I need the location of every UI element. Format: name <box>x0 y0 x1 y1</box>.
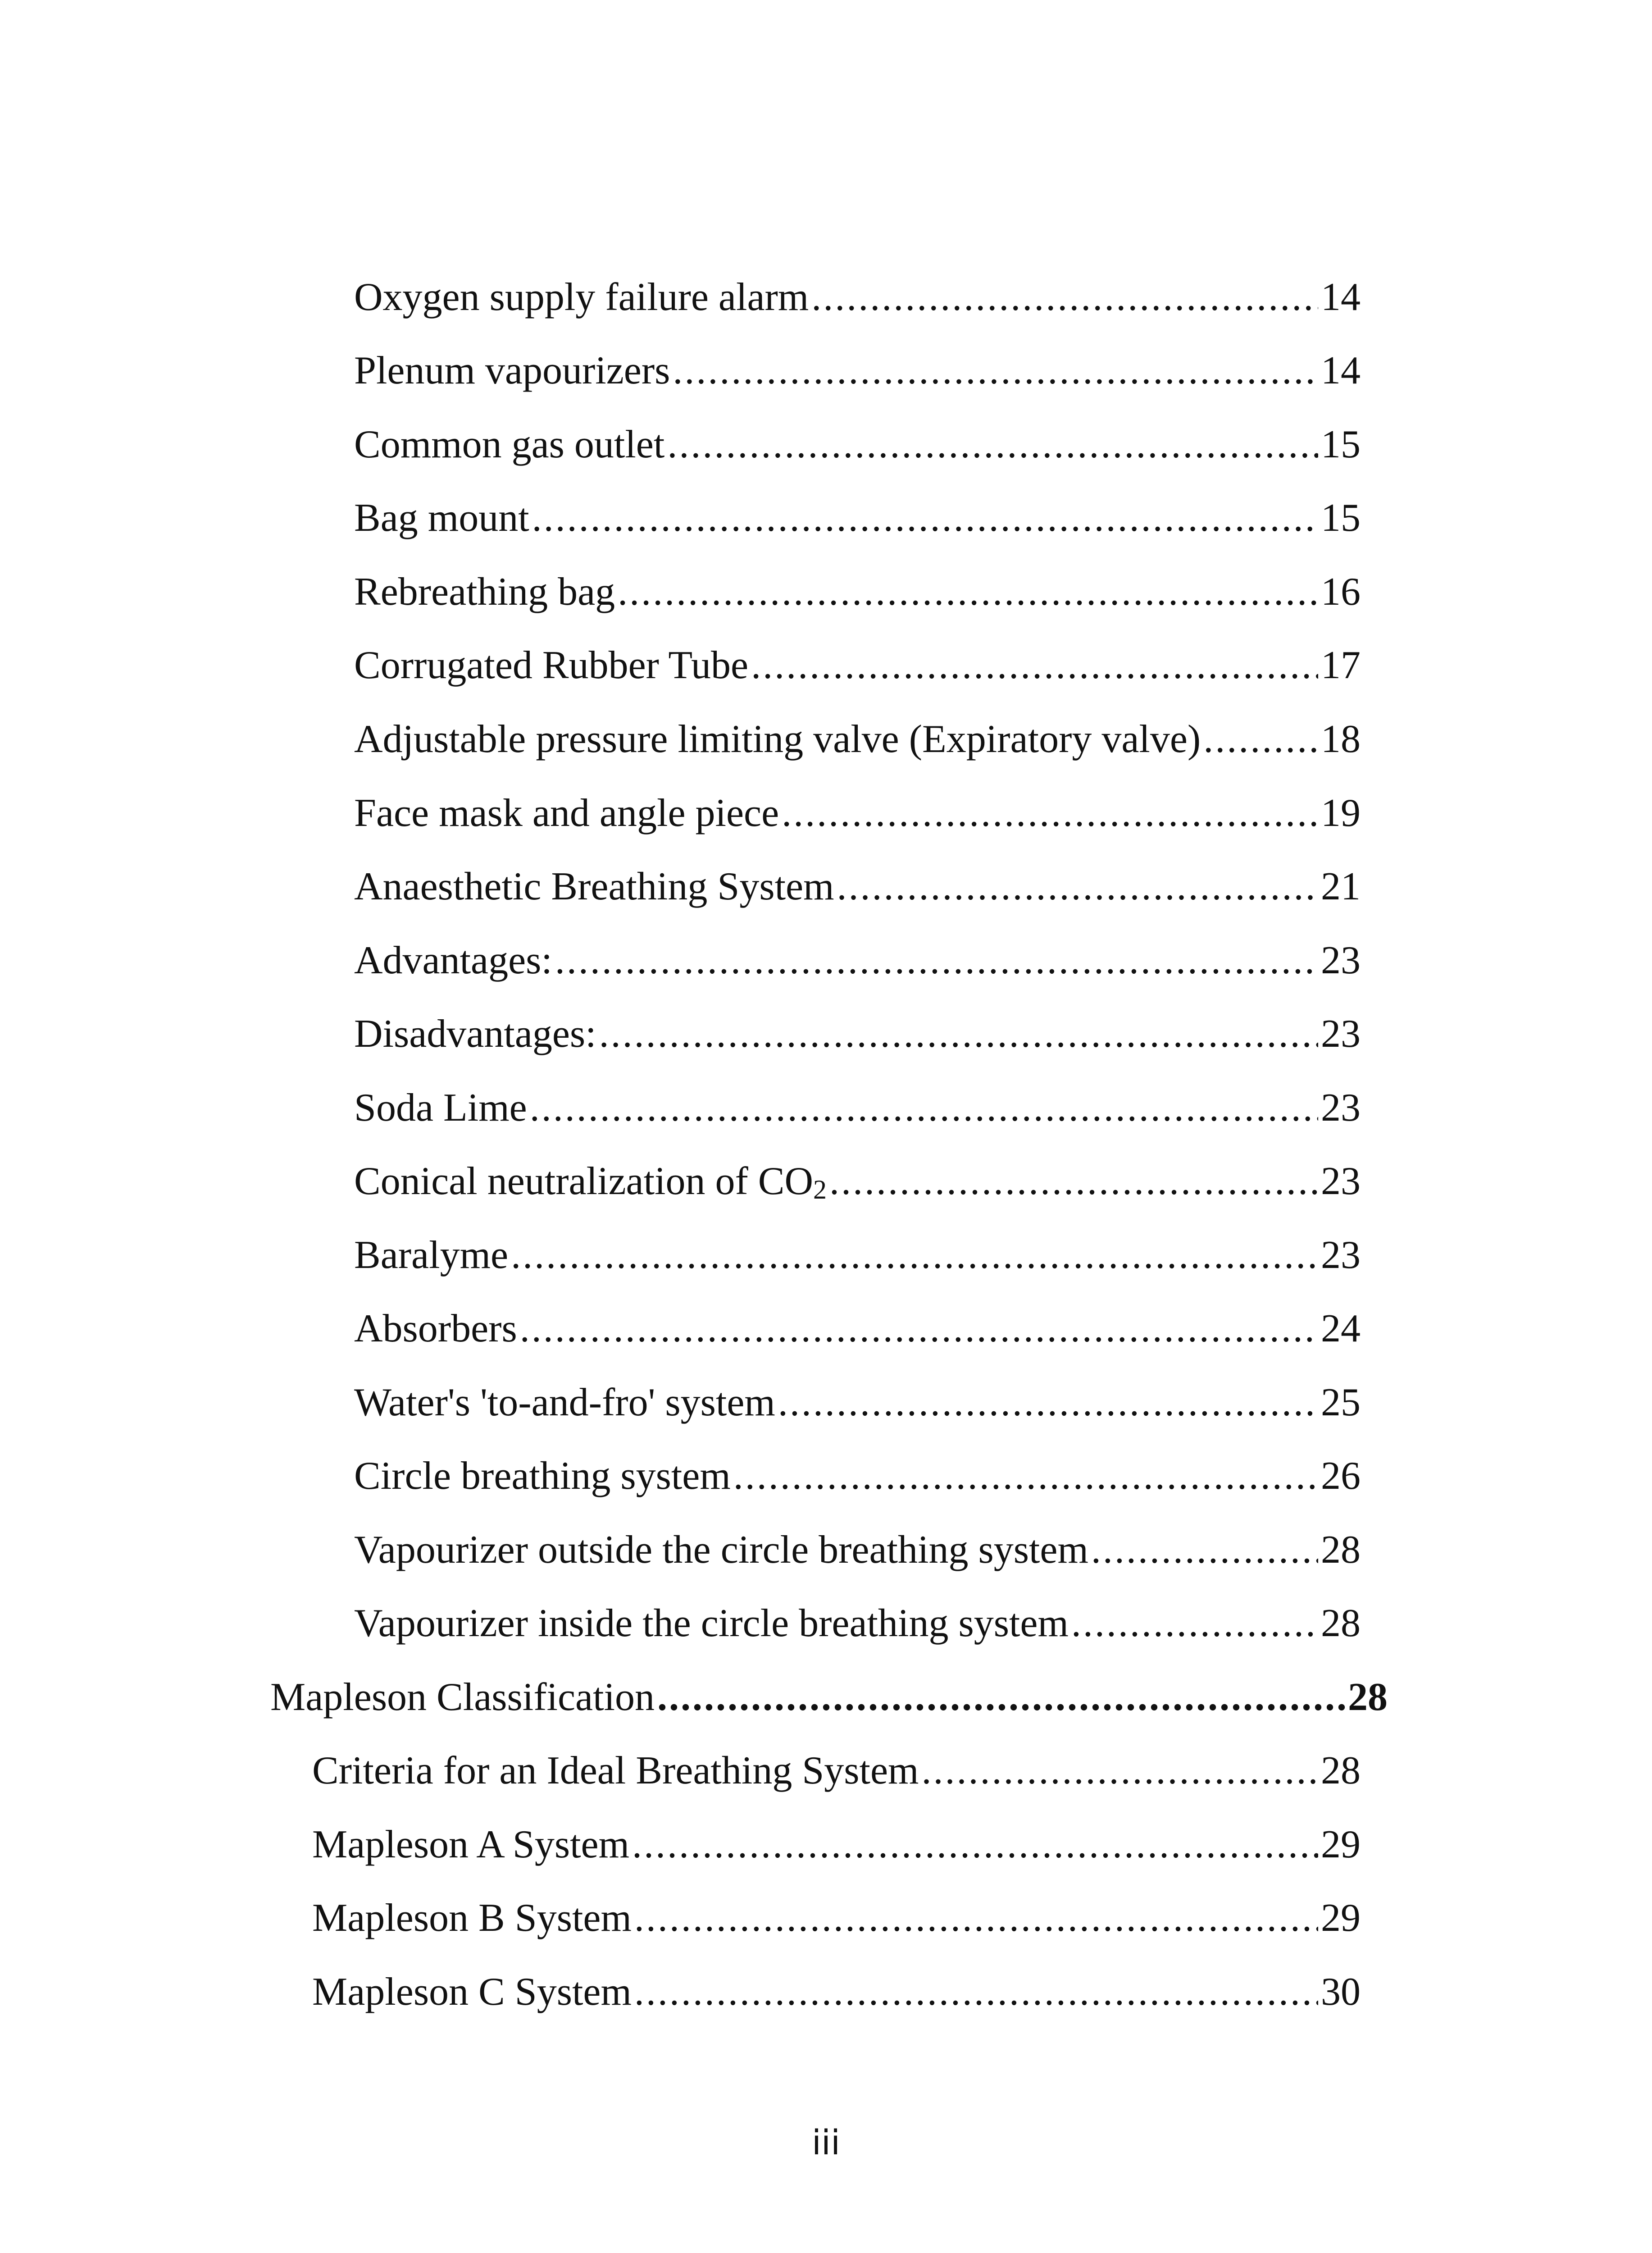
toc-entry-page: 23 <box>1321 1159 1361 1203</box>
toc-entry <box>354 1152 1361 1211</box>
toc-entry-page: 16 <box>1321 570 1361 614</box>
toc-entry-title: Corrugated Rubber Tube <box>354 643 749 687</box>
dot-leader <box>811 268 1318 327</box>
toc-entry <box>354 1594 1361 1653</box>
toc-entry-page: 26 <box>1321 1454 1361 1498</box>
dot-leader <box>530 1079 1318 1137</box>
toc-entry-page: 15 <box>1321 496 1361 540</box>
toc-entry-page: 23 <box>1321 1086 1361 1130</box>
toc-entry <box>354 1226 1361 1285</box>
toc-entry-page: 15 <box>1321 423 1361 466</box>
toc-section-entry <box>270 1668 1388 1727</box>
toc-entry-title: Anaesthetic Breathing System <box>354 865 834 908</box>
toc-entry-page: 23 <box>1321 1012 1361 1056</box>
toc-entry <box>354 1300 1361 1358</box>
toc-entry-page: 18 <box>1321 717 1361 761</box>
toc-entry-page: 30 <box>1321 1970 1361 2014</box>
dot-leader <box>632 1815 1318 1874</box>
toc-entry <box>354 563 1361 621</box>
dot-leader <box>921 1742 1318 1800</box>
toc-entry-title: Adjustable pressure limiting valve (Expiratory valve) <box>354 717 1201 761</box>
toc-entry-title: Mapleson C System <box>312 1970 632 2014</box>
toc-entry-title: Oxygen supply failure alarm <box>354 275 809 319</box>
dot-leader <box>634 1889 1318 1947</box>
toc-entry <box>354 636 1361 695</box>
toc-entry-page: 25 <box>1321 1381 1361 1424</box>
toc-entry-title: Mapleson A System <box>312 1823 630 1866</box>
toc-entry-title: Absorbers <box>354 1307 517 1350</box>
dot-leader <box>618 563 1318 621</box>
toc-entry-page: 21 <box>1321 865 1361 908</box>
toc-entry-title: Common gas outlet <box>354 423 665 466</box>
dot-leader <box>599 1005 1318 1063</box>
toc-entry <box>354 710 1361 769</box>
toc-entry-page: 28 <box>1321 1749 1361 1792</box>
subscript-two: 2 <box>813 1175 827 1204</box>
dot-leader <box>1203 710 1318 769</box>
toc-entry <box>354 1373 1361 1432</box>
toc-entry <box>354 489 1361 547</box>
toc-entry-page: 23 <box>1321 939 1361 982</box>
dot-leader <box>751 636 1318 695</box>
dot-leader <box>829 1152 1318 1211</box>
toc-entry <box>354 857 1361 916</box>
toc-entry-page: 17 <box>1321 643 1361 687</box>
toc-entry-title: Baralyme <box>354 1233 509 1277</box>
toc-entry-page: 28 <box>1321 1601 1361 1645</box>
toc-entry <box>354 415 1361 474</box>
toc-entry-title: Disadvantages: <box>354 1012 596 1056</box>
dot-leader <box>532 489 1318 547</box>
toc-entry-title: Soda Lime <box>354 1086 527 1130</box>
toc-entry-title: Plenum vapourizers <box>354 349 670 392</box>
toc-entry-title: Face mask and angle piece <box>354 791 779 835</box>
toc-entry-title <box>354 1152 827 1211</box>
toc-entry-title: Advantages: <box>354 939 552 982</box>
toc-entry-page: 28 <box>1321 1528 1361 1572</box>
toc-entry <box>312 1742 1361 1800</box>
toc-entry-page: 29 <box>1321 1896 1361 1940</box>
toc-entry-title: Circle breathing system <box>354 1454 731 1498</box>
dot-leader <box>1071 1594 1318 1653</box>
toc-section-page: 28 <box>1348 1675 1388 1719</box>
page-number: iii <box>811 2122 841 2162</box>
dot-leader <box>733 1447 1318 1505</box>
dot-leader <box>778 1373 1318 1432</box>
toc-entry <box>312 1889 1361 1947</box>
toc-entry <box>354 784 1361 843</box>
dot-leader <box>1091 1521 1318 1579</box>
toc-entry-page: 29 <box>1321 1823 1361 1866</box>
toc-entry <box>354 1447 1361 1505</box>
dot-leader <box>511 1226 1318 1285</box>
dot-leader <box>837 857 1318 916</box>
toc-entry-page: 24 <box>1321 1307 1361 1350</box>
toc-entry-title: Water's 'to-and-fro' system <box>354 1381 775 1424</box>
toc-entry <box>354 931 1361 990</box>
toc-entry <box>354 1521 1361 1579</box>
toc-entry-title: Vapourizer outside the circle breathing system <box>354 1528 1088 1572</box>
dot-leader <box>657 1668 1345 1727</box>
toc-entry-page: 19 <box>1321 791 1361 835</box>
toc-entry-page: 14 <box>1321 349 1361 392</box>
toc-entry <box>354 1079 1361 1137</box>
toc-entry-page: 14 <box>1321 275 1361 319</box>
dot-leader <box>673 342 1318 400</box>
toc-entry <box>354 342 1361 400</box>
dot-leader <box>634 1963 1318 2021</box>
toc-section-title: Mapleson Classification <box>270 1675 655 1719</box>
toc-entry <box>312 1815 1361 1874</box>
dot-leader <box>555 931 1318 990</box>
toc-entry <box>312 1963 1361 2021</box>
dot-leader <box>782 784 1318 843</box>
toc-entry-title: Mapleson B System <box>312 1896 632 1940</box>
toc-entry <box>354 268 1361 327</box>
toc-entry-title: Rebreathing bag <box>354 570 615 614</box>
dot-leader <box>667 415 1318 474</box>
toc-entry-title: Criteria for an Ideal Breathing System <box>312 1749 919 1792</box>
toc-entry-title: Vapourizer inside the circle breathing system <box>354 1601 1069 1645</box>
dot-leader <box>520 1300 1318 1358</box>
toc-entry-title: Bag mount <box>354 496 529 540</box>
toc-entry-title-text: Conical neutralization of CO <box>354 1159 814 1203</box>
toc-entry-page: 23 <box>1321 1233 1361 1277</box>
toc-entry <box>354 1005 1361 1063</box>
